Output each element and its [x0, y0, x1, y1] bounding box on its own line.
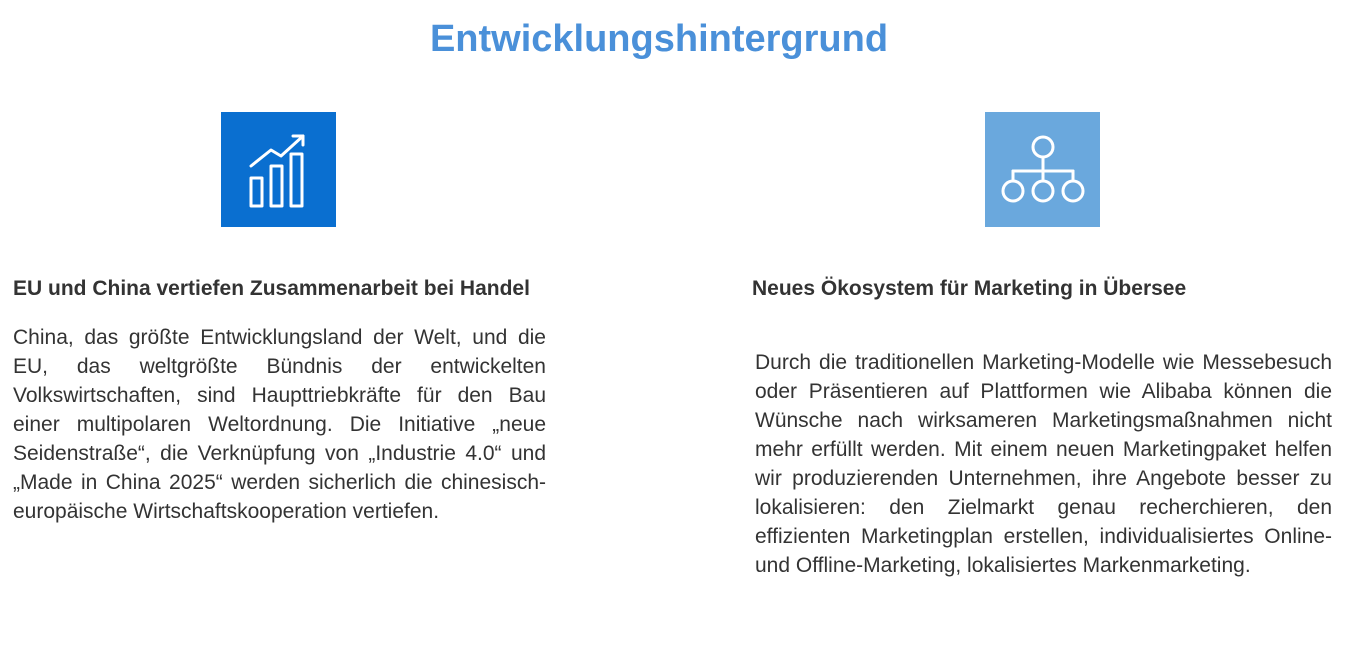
right-body-text: Durch die traditionellen Marketing-Modelle wie Messebesuch oder Präsentieren auf Plattformen wie Alibaba können die Wünsche nach wirksameren Marketingsmaßnahmen nicht mehr erfüllt werden. Mit einem neuen Marketingpaket helfen wir produzierenden Unternehmen, ihre Angebote besser zu lokalisieren: den Zielmarkt genau recherchieren, den effizienten Marketingplan erstellen, individualisiertes Online- und Offline-Marketing, lokalisiertes Markenmarketing. — [755, 351, 1332, 577]
right-column — [752, 274, 1332, 580]
page-title: Entwicklungshintergrund — [429, 18, 889, 60]
left-body-text: China, das größte Entwicklungsland der Welt, und die EU, das weltgrößte Bündnis der entwickelten Volkswirtschaften, sind Haupttriebkräfte für den Bau einer multipolaren Weltordnung. Die Initiative „neue Seidenstraße“, die Verknüpfung von „Industrie 4.0“ und „Made in China 2025“ werden sicherlich die chinesisch-europäische Wirtschaftskooperation vertiefen. — [13, 326, 546, 523]
org-chart-icon-svg — [1000, 135, 1086, 205]
growth-chart-icon-svg — [247, 130, 311, 210]
right-heading: Neues Ökosystem für Marketing in Übersee — [752, 277, 1187, 300]
left-column — [13, 274, 546, 526]
org-chart-icon — [985, 112, 1100, 227]
left-heading: EU und China vertiefen Zusammenarbeit bei Handel — [13, 277, 530, 300]
growth-chart-icon — [221, 112, 336, 227]
